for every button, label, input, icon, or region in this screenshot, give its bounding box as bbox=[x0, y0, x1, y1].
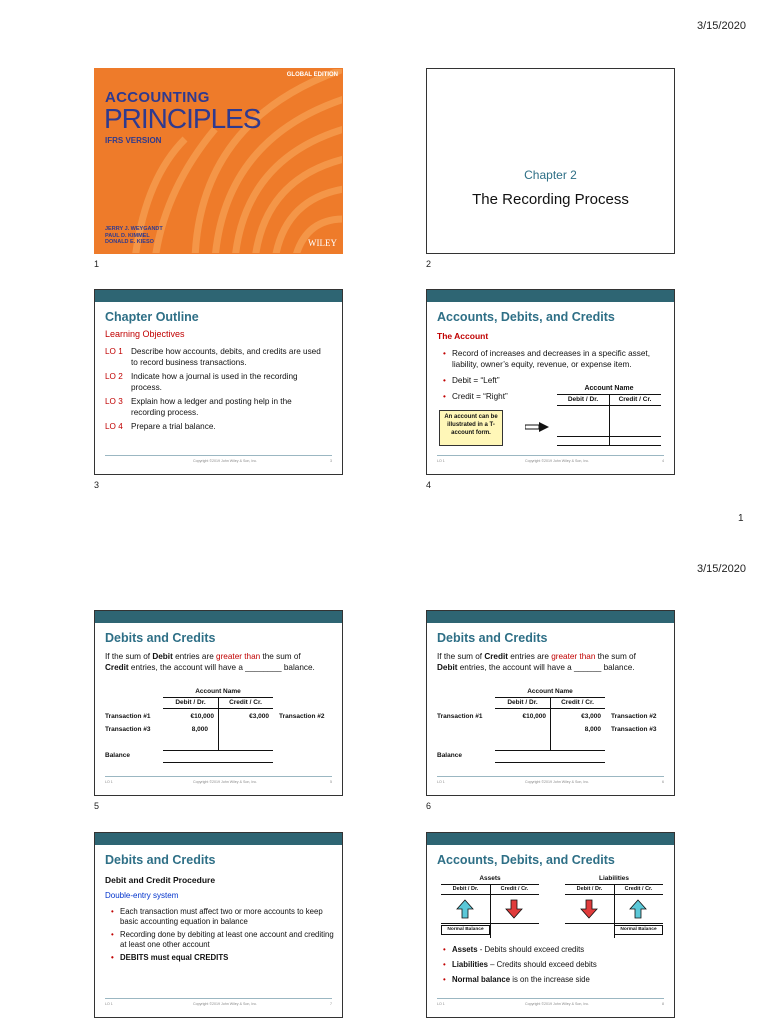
text: entries, the account will have a ________ balance. bbox=[128, 663, 315, 672]
t-account-name: Account Name bbox=[527, 688, 573, 695]
slide-subtitle: The Account bbox=[437, 331, 489, 341]
slide-subtitle-2: Double-entry system bbox=[105, 891, 179, 900]
lo-item bbox=[105, 346, 327, 368]
text: entries are bbox=[172, 652, 217, 661]
footer-number: 6 bbox=[662, 780, 664, 784]
debit-value: €10,000 bbox=[522, 713, 546, 720]
t-account-bottom-line bbox=[163, 762, 273, 763]
footer-copyright: Copyright ©2019 John Wiley & Son, Inc. bbox=[525, 780, 590, 784]
slide-chapter bbox=[426, 68, 675, 254]
increase-arrow-icon bbox=[629, 899, 647, 919]
slide-footer bbox=[437, 998, 664, 1009]
t-account-credit-label: Credit / Cr. bbox=[500, 886, 529, 892]
transaction-label: Transaction #1 bbox=[105, 713, 151, 720]
lo-item bbox=[105, 396, 327, 418]
slide-title: Debits and Credits bbox=[105, 853, 216, 867]
text: - Debits should exceed credits bbox=[477, 945, 585, 954]
author-3: DONALD E. KIESO bbox=[105, 239, 154, 245]
slide-normal-balance bbox=[426, 832, 675, 1018]
footer-number: 5 bbox=[330, 780, 332, 784]
transaction-label: Transaction #3 bbox=[105, 726, 151, 733]
slide-number-4: 4 bbox=[426, 480, 432, 490]
slide-debits-credits-credit bbox=[426, 610, 675, 796]
slide-number-2: 2 bbox=[426, 259, 432, 269]
slide-paragraph bbox=[437, 651, 667, 673]
slide-number-5: 5 bbox=[94, 801, 100, 811]
slide-title: Chapter Outline bbox=[105, 310, 199, 324]
normal-balance-box: Normal Balance bbox=[441, 925, 490, 935]
bullet: • Each transaction must affect two or more accounts to keep basic accounting equation in balance bbox=[111, 907, 337, 927]
t-account-divider bbox=[609, 394, 610, 446]
text-bold: Assets bbox=[452, 945, 478, 954]
liabilities-label: Liabilities bbox=[599, 875, 629, 882]
text: is on the increase side bbox=[510, 975, 590, 984]
t-account-name: Account Name bbox=[195, 688, 241, 695]
footer-number: 3 bbox=[330, 459, 332, 463]
t-account-divider bbox=[550, 697, 551, 751]
text: the sum of bbox=[260, 652, 301, 661]
bullet: • Record of increases and decreases in a specific asset, liability, owner’s equity, revenue, or expense item. bbox=[443, 348, 665, 370]
transaction-label: Transaction #2 bbox=[611, 713, 657, 720]
t-account-credit-label: Credit / Cr. bbox=[624, 886, 653, 892]
t-account-credit-label: Credit / Cr. bbox=[561, 699, 594, 706]
text: entries, the account will have a ______ balance. bbox=[457, 663, 635, 672]
lo-code: LO 4 bbox=[105, 422, 123, 431]
t-account-total-line bbox=[557, 436, 661, 437]
text-bold: Normal balance bbox=[452, 975, 511, 984]
assets-label: Assets bbox=[479, 875, 501, 882]
t-account-total-line bbox=[441, 923, 539, 924]
footer-lo: LO 1 bbox=[105, 1002, 113, 1006]
t-account-total-line bbox=[495, 750, 605, 751]
chapter-number: Chapter 2 bbox=[524, 168, 577, 182]
footer-copyright: Copyright ©2019 John Wiley & Son, Inc. bbox=[193, 780, 258, 784]
text: If the sum of bbox=[105, 652, 153, 661]
slide-debit-credit-procedure bbox=[94, 832, 343, 1018]
chapter-title: The Recording Process bbox=[472, 191, 629, 208]
slide-title: Debits and Credits bbox=[105, 631, 216, 645]
slide-chapter-outline bbox=[94, 289, 343, 475]
t-account-credit-label: Credit / Cr. bbox=[618, 396, 652, 403]
t-account-total-line bbox=[565, 923, 663, 924]
cover-version: IFRS VERSION bbox=[105, 136, 162, 145]
t-account-callout: An account can be illustrated in a T-account form. bbox=[439, 410, 503, 446]
bullet: • Debit = “Left” bbox=[443, 375, 665, 386]
footer-number: 4 bbox=[662, 459, 664, 463]
cover-title-accounting: ACCOUNTING bbox=[105, 89, 210, 106]
cover-publisher-logo: WILEY bbox=[308, 238, 337, 248]
balance-label: Balance bbox=[437, 752, 462, 759]
lo-code: LO 2 bbox=[105, 372, 123, 381]
slide-number-3: 3 bbox=[94, 480, 100, 490]
credit-value: 8,000 bbox=[584, 726, 601, 733]
lo-code: LO 3 bbox=[105, 397, 123, 406]
t-account-debit-label: Debit / Dr. bbox=[507, 699, 538, 706]
text-bold: Liabilities bbox=[452, 960, 488, 969]
t-account-debit-label: Debit / Dr. bbox=[576, 886, 603, 892]
slide-title: Accounts, Debits, and Credits bbox=[437, 853, 615, 867]
t-account-name: Account Name bbox=[584, 385, 634, 392]
t-account-debit-label: Debit / Dr. bbox=[567, 396, 599, 403]
footer-copyright: Copyright ©2019 John Wiley & Son, Inc. bbox=[525, 1002, 590, 1006]
footer-copyright: Copyright ©2019 John Wiley & Son, Inc. bbox=[525, 459, 590, 463]
slide-footer bbox=[105, 455, 332, 466]
transaction-label: Transaction #2 bbox=[279, 713, 325, 720]
bullet: • Credit = “Right” bbox=[443, 391, 665, 402]
slide-topbar bbox=[95, 611, 342, 623]
slide-subtitle: Debit and Credit Procedure bbox=[105, 875, 216, 885]
cover-edition: GLOBAL EDITION bbox=[286, 72, 338, 78]
text: entries are bbox=[507, 652, 552, 661]
t-account-divider bbox=[218, 697, 219, 751]
lo-text: Explain how a ledger and posting help in the recording process. bbox=[131, 397, 292, 417]
bullet bbox=[443, 975, 669, 985]
footer-lo: LO 1 bbox=[105, 780, 113, 784]
decrease-arrow-icon bbox=[505, 899, 523, 919]
text-bold: Debit bbox=[437, 663, 458, 672]
slide-topbar bbox=[95, 833, 342, 845]
right-arrow-icon bbox=[525, 422, 549, 432]
slide-paragraph bbox=[105, 651, 335, 673]
slide-title: Debits and Credits bbox=[437, 631, 548, 645]
text-highlight: greater than bbox=[216, 652, 261, 661]
slide-title: Accounts, Debits, and Credits bbox=[437, 310, 615, 324]
t-account-bottom-line bbox=[557, 445, 661, 446]
cover-title-principles: PRINCIPLES bbox=[104, 103, 261, 134]
slide-subtitle: Learning Objectives bbox=[105, 329, 185, 339]
slide-footer bbox=[105, 998, 332, 1009]
lo-code: LO 1 bbox=[105, 347, 123, 356]
t-account-credit-label: Credit / Cr. bbox=[229, 699, 262, 706]
balance-label: Balance bbox=[105, 752, 130, 759]
footer-lo: LO 1 bbox=[437, 780, 445, 784]
transaction-label: Transaction #1 bbox=[437, 713, 483, 720]
decrease-arrow-icon bbox=[580, 899, 598, 919]
slide-cover bbox=[94, 68, 343, 254]
bullet: • Recording done by debiting at least one account and crediting at least one other account bbox=[111, 930, 337, 950]
lo-list bbox=[105, 346, 327, 432]
slide-topbar bbox=[427, 611, 674, 623]
author-1: JERRY J. WEYGANDT bbox=[105, 226, 163, 232]
credit-value: €3,000 bbox=[249, 713, 269, 720]
cover-authors bbox=[105, 226, 163, 246]
debit-value: 8,000 bbox=[191, 726, 208, 733]
lo-text: Indicate how a journal is used in the recording process. bbox=[131, 372, 298, 392]
t-account-bottom-line bbox=[495, 762, 605, 763]
footer-number: 8 bbox=[662, 1002, 664, 1006]
footer-copyright: Copyright ©2019 John Wiley & Son, Inc. bbox=[193, 1002, 258, 1006]
increase-arrow-icon bbox=[456, 899, 474, 919]
footer-lo: LO 1 bbox=[437, 1002, 445, 1006]
footer-copyright: Copyright ©2019 John Wiley & Son, Inc. bbox=[193, 459, 258, 463]
slide-footer bbox=[105, 776, 332, 787]
slide-topbar bbox=[427, 833, 674, 845]
slide-footer bbox=[437, 776, 664, 787]
debit-value: €10,000 bbox=[190, 713, 214, 720]
text-bold: Debit bbox=[152, 652, 173, 661]
text-bold: Credit bbox=[484, 652, 508, 661]
footer-lo: LO 1 bbox=[437, 459, 445, 463]
t-account-debit-label: Debit / Dr. bbox=[175, 699, 206, 706]
slide-topbar bbox=[427, 290, 674, 302]
t-account-total-line bbox=[163, 750, 273, 751]
slide-header-area bbox=[427, 69, 674, 165]
lo-item bbox=[105, 371, 327, 393]
text: If the sum of bbox=[437, 652, 485, 661]
slide-the-account bbox=[426, 289, 675, 475]
bullet-list bbox=[111, 907, 337, 963]
slide-number-1: 1 bbox=[94, 259, 100, 269]
text-bold: Credit bbox=[105, 663, 129, 672]
page-date: 3/15/2020 bbox=[697, 20, 746, 32]
page-date: 3/15/2020 bbox=[697, 563, 746, 575]
credit-value: €3,000 bbox=[581, 713, 601, 720]
text-highlight: greater than bbox=[551, 652, 596, 661]
transaction-label: Transaction #3 bbox=[611, 726, 657, 733]
page-number: 1 bbox=[738, 513, 744, 524]
t-account-debit-label: Debit / Dr. bbox=[452, 886, 479, 892]
lo-text: Prepare a trial balance. bbox=[131, 422, 216, 431]
lo-text: Describe how accounts, debits, and credits are used to record business transactions. bbox=[131, 347, 321, 367]
lo-item bbox=[105, 421, 327, 432]
slide-debits-credits-debit bbox=[94, 610, 343, 796]
bullet: • DEBITS must equal CREDITS bbox=[111, 953, 337, 963]
slide-footer bbox=[437, 455, 664, 466]
normal-balance-box: Normal Balance bbox=[614, 925, 663, 935]
author-2: PAUL D. KIMMEL bbox=[105, 232, 150, 239]
footer-number: 7 bbox=[330, 1002, 332, 1006]
text: – Credits should exceed debits bbox=[487, 960, 597, 969]
bullet-list bbox=[443, 945, 669, 985]
bullet bbox=[443, 945, 669, 955]
bullet bbox=[443, 960, 669, 970]
slide-topbar bbox=[95, 290, 342, 302]
t-account-divider bbox=[490, 884, 491, 938]
slide-number-6: 6 bbox=[426, 801, 432, 811]
text: the sum of bbox=[595, 652, 636, 661]
